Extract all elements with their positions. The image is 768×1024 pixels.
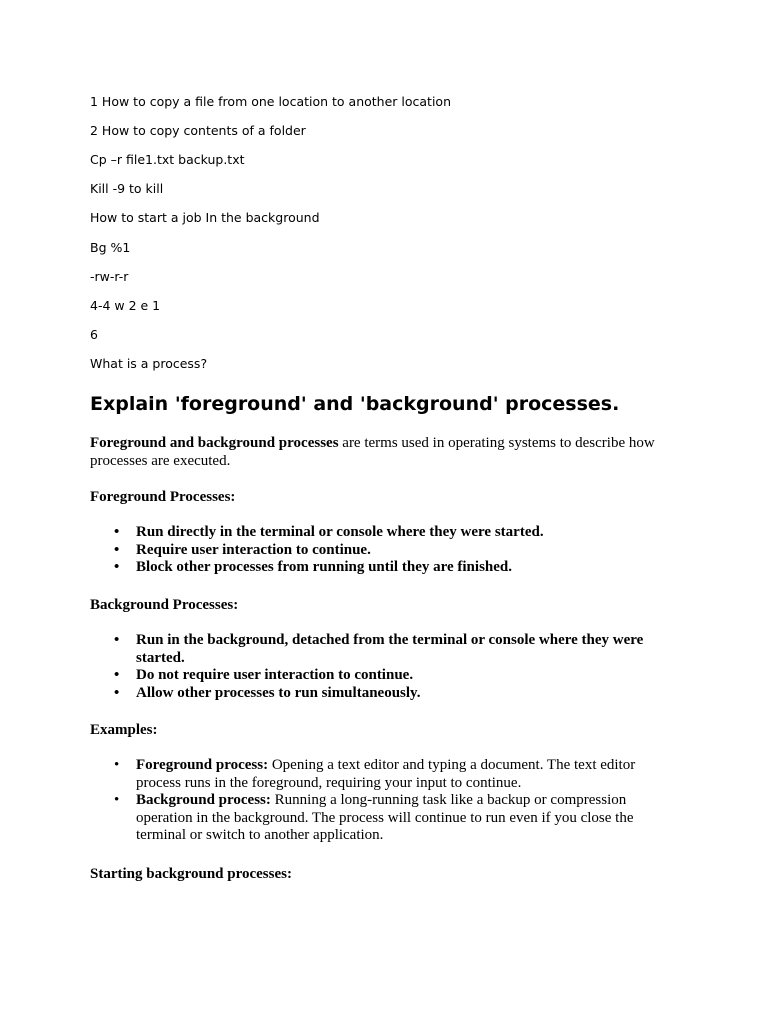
bullet-icon: • xyxy=(114,684,120,701)
examples-title: Examples: xyxy=(90,722,158,738)
section-heading: Explain 'foreground' and 'background' processes. xyxy=(90,393,620,415)
intro-bold-term: Foreground and background processes xyxy=(90,435,339,451)
list-item xyxy=(114,541,676,560)
bullet-icon: • xyxy=(114,632,120,648)
list-item-text: Require user interaction to continue. xyxy=(136,541,371,558)
note-line: 6 xyxy=(90,327,98,342)
list-item xyxy=(114,684,676,703)
background-list xyxy=(114,632,676,702)
list-item-text: Block other processes from running until they are finished. xyxy=(136,559,512,576)
bullet-icon: • xyxy=(114,541,120,558)
list-item xyxy=(114,632,676,667)
note-line: Bg %1 xyxy=(90,240,131,255)
note-line: 2 How to copy contents of a folder xyxy=(90,123,306,138)
example-label: Background process: xyxy=(136,792,271,809)
list-item-text: Run directly in the terminal or console where they were started. xyxy=(136,524,544,540)
intro-paragraph xyxy=(90,434,675,470)
list-item xyxy=(114,757,676,792)
note-line: -rw-r-r xyxy=(90,269,129,284)
example-text: Running a long-running task like a backup or compression operation in the background. The process will continue to run even if you close the terminal or switch to another application. xyxy=(136,792,634,844)
list-item-text: Run in the background, detached from the terminal or console where they were started. xyxy=(136,632,644,666)
bullet-icon: • xyxy=(114,559,120,576)
note-line: Cp –r file1.txt backup.txt xyxy=(90,152,245,167)
bullet-icon: • xyxy=(114,524,120,540)
background-title: Background Processes: xyxy=(90,597,239,613)
bullet-icon: • xyxy=(114,667,120,684)
note-line: 4-4 w 2 e 1 xyxy=(90,298,161,313)
example-text: Opening a text editor and typing a document. The text editor process runs in the foreground, requiring your input to continue. xyxy=(136,757,636,791)
note-line: What is a process? xyxy=(90,356,208,371)
list-item-text: Do not require user interaction to continue. xyxy=(136,667,414,684)
list-item xyxy=(114,559,676,577)
examples-list xyxy=(114,757,676,845)
bullet-icon: • xyxy=(114,757,120,773)
starting-title: Starting background processes: xyxy=(90,866,292,882)
list-item-text: Allow other processes to run simultaneously. xyxy=(136,684,421,701)
intro-text: are terms used in operating systems to describe how processes are executed. xyxy=(90,435,655,469)
bullet-icon: • xyxy=(114,792,120,809)
list-item xyxy=(114,792,676,845)
note-line: How to start a job In the background xyxy=(90,210,320,225)
note-line: 1 How to copy a file from one location to another location xyxy=(90,94,452,109)
list-item xyxy=(114,667,676,685)
list-item xyxy=(114,524,676,542)
note-line: Kill -9 to kill xyxy=(90,181,164,196)
foreground-list xyxy=(114,524,676,577)
example-label: Foreground process: xyxy=(136,757,269,773)
foreground-title: Foreground Processes: xyxy=(90,489,236,505)
